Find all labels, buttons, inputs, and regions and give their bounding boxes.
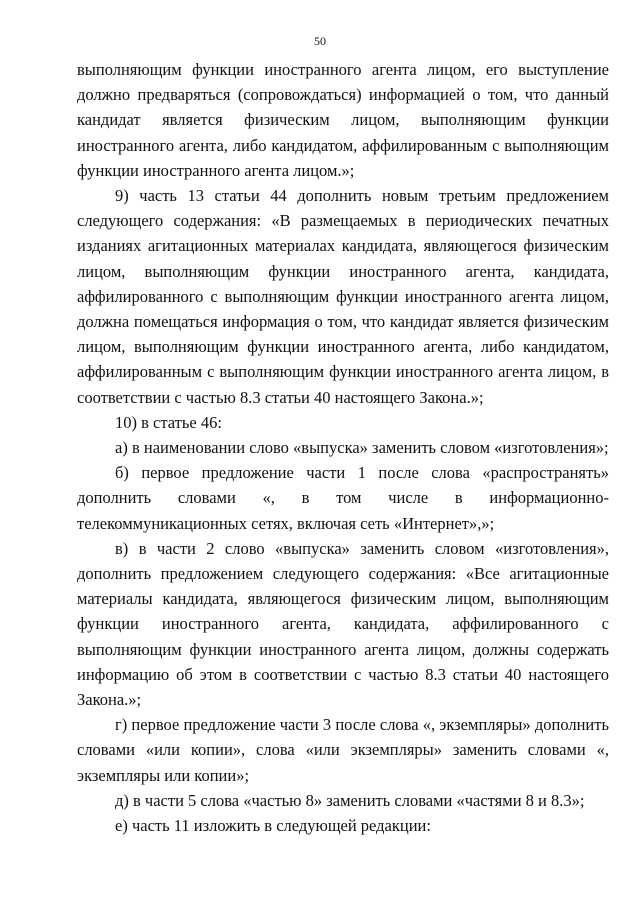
paragraph-subitem-v: в) в части 2 слово «выпуска» заменить словом «изготовления», дополнить предложением следующего содержания: «Все агитационные материалы кандидата, являющегося физическим лицом, выполняющим функции иностранного агента, кандидата, аффилированного с выполняющим функции иностранного агента лицом, должны содержать информацию об этом в соответствии с частью 8.3 статьи 40 настоящего Закона.»; bbox=[77, 538, 609, 710]
paragraph-item-10: 10) в статье 46: bbox=[115, 412, 222, 432]
document-body bbox=[77, 57, 609, 838]
paragraph-subitem-a: а) в наименовании слово «выпуска» заменить словом «изготовления»; bbox=[115, 438, 609, 458]
paragraph-subitem-g: г) первое предложение части 3 после слова «, экземпляры» дополнить словами «или копии», слова «или экземпляры» заменить словами «, экземпляры или копии»; bbox=[77, 715, 609, 785]
page-number: 50 bbox=[314, 34, 326, 48]
paragraph-subitem-d: д) в части 5 слова «частью 8» заменить словами «частями 8 и 8.3»; bbox=[115, 790, 585, 810]
paragraph-subitem-e: е) часть 11 изложить в следующей редакции: bbox=[115, 816, 431, 836]
paragraph-item-9: 9) часть 13 статьи 44 дополнить новым третьим предложением следующего содержания: «В размещаемых в периодических печатных изданиях агитационных материалах кандидата, являющегося физическим лицом, выполняющим функции иностранного агента, кандидата, аффилированного с выполняющим функции иностранного агента лицом, должна помещаться информация о том, что кандидат является физическим лицом, выполняющим функции иностранного агента, либо кандидатом, аффилированным с выполняющим функции иностранного агента лицом, в соответствии с частью 8.3 статьи 40 настоящего Закона.»; bbox=[77, 186, 609, 407]
paragraph-subitem-b: б) первое предложение части 1 после слова «распространять» дополнить словами «, в том числе в информационно-телекоммуникационных сетях, включая сеть «Интернет»,»; bbox=[77, 463, 609, 533]
paragraph-continuation: выполняющим функции иностранного агента лицом, его выступление должно предваряться (сопровождаться) информацией о том, что данный кандидат является физическим лицом, выполняющим функции иностранного агента, либо кандидатом, аффилированным с выполняющим функции иностранного агента лицом.»; bbox=[77, 60, 609, 180]
